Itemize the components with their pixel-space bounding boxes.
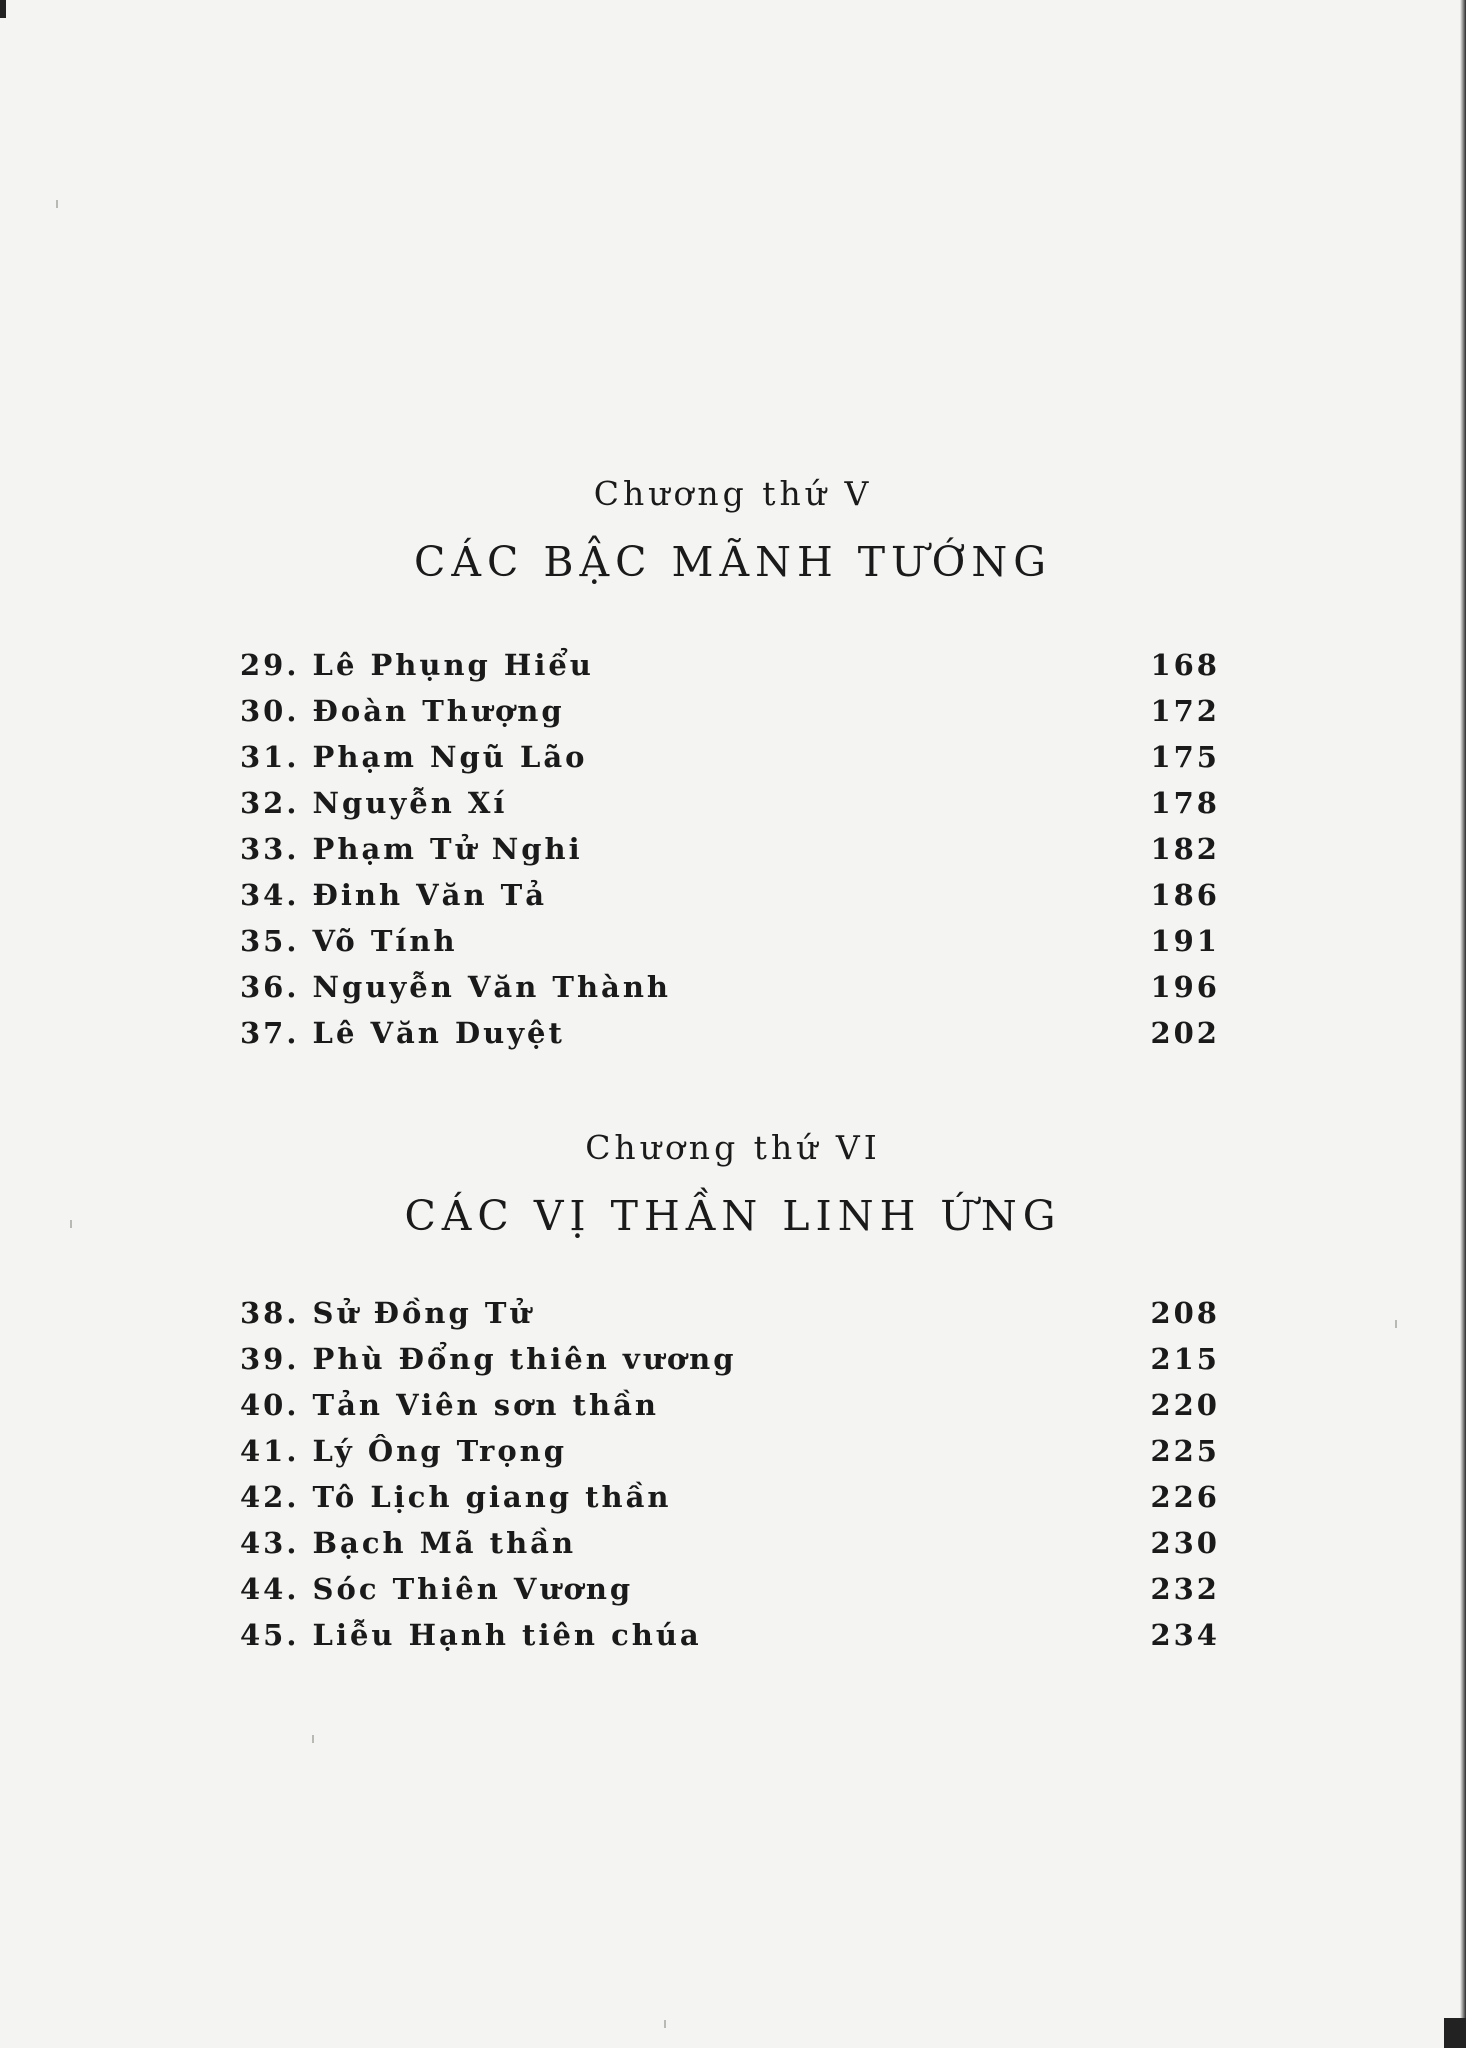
toc-entry[interactable] — [240, 1434, 1220, 1480]
toc-entry[interactable] — [240, 1480, 1220, 1526]
toc-entry[interactable] — [240, 1572, 1220, 1618]
toc-entry-title: 39. Phù Đổng thiên vương — [240, 1342, 737, 1376]
paper-speck — [56, 200, 58, 208]
toc-entry-page: 172 — [1150, 694, 1220, 728]
toc-entry[interactable] — [240, 694, 1220, 740]
toc-entry-page: 220 — [1150, 1388, 1220, 1422]
toc-entry[interactable] — [240, 1296, 1220, 1342]
toc-entry[interactable] — [240, 878, 1220, 924]
toc-entry-page: 225 — [1150, 1434, 1220, 1468]
toc-entry[interactable] — [240, 740, 1220, 786]
toc-entry[interactable] — [240, 648, 1220, 694]
toc-entry-page: 168 — [1150, 648, 1220, 682]
toc-entry-page: 215 — [1150, 1342, 1220, 1376]
toc-entry[interactable] — [240, 1618, 1220, 1664]
toc-entry[interactable] — [240, 832, 1220, 878]
paper-speck — [664, 2020, 666, 2028]
toc-entry-page: 232 — [1150, 1572, 1220, 1606]
toc-entry-title: 38. Sử Đồng Tử — [240, 1296, 534, 1330]
toc-entry-title: 34. Đinh Văn Tả — [240, 878, 548, 912]
toc-list — [240, 648, 1220, 1062]
paper-speck — [1395, 1320, 1397, 1328]
toc-entry-title: 40. Tản Viên sơn thần — [240, 1388, 659, 1422]
toc-entry-page: 175 — [1150, 740, 1220, 774]
scan-mark — [0, 0, 6, 18]
toc-entry-title: 45. Liễu Hạnh tiên chúa — [240, 1618, 702, 1652]
toc-entry-title: 37. Lê Văn Duyệt — [240, 1016, 565, 1050]
chapter-title: CÁC BẬC MÃNH TƯỚNG — [414, 538, 1052, 586]
toc-entry-page: 226 — [1150, 1480, 1220, 1514]
toc-entry-page: 196 — [1150, 970, 1220, 1004]
toc-entry-title: 35. Võ Tính — [240, 924, 458, 958]
toc-entry[interactable] — [240, 1388, 1220, 1434]
toc-entry-page: 182 — [1150, 832, 1220, 866]
toc-entry-page: 178 — [1150, 786, 1220, 820]
toc-entry-title: 43. Bạch Mã thần — [240, 1526, 577, 1560]
toc-entry-title: 30. Đoàn Thượng — [240, 694, 565, 728]
toc-entry[interactable] — [240, 786, 1220, 832]
toc-entry-page: 202 — [1150, 1016, 1220, 1050]
page-edge-shadow — [1460, 0, 1466, 2048]
toc-entry-page: 208 — [1150, 1296, 1220, 1330]
toc-entry[interactable] — [240, 970, 1220, 1016]
chapter-heading — [0, 1126, 1466, 1244]
toc-entry-title: 36. Nguyễn Văn Thành — [240, 970, 671, 1004]
toc-entry-title: 42. Tô Lịch giang thần — [240, 1480, 672, 1514]
toc-entry[interactable] — [240, 1526, 1220, 1572]
toc-entry-page: 191 — [1150, 924, 1220, 958]
toc-entry[interactable] — [240, 1016, 1220, 1062]
chapter-label: Chương thứ VI — [585, 1128, 881, 1167]
toc-entry-title: 29. Lê Phụng Hiểu — [240, 648, 594, 682]
toc-entry[interactable] — [240, 1342, 1220, 1388]
toc-entry-title: 32. Nguyễn Xí — [240, 786, 508, 820]
chapter-title: CÁC VỊ THẦN LINH ỨNG — [404, 1192, 1062, 1240]
toc-entry-title: 31. Phạm Ngũ Lão — [240, 740, 588, 774]
toc-entry-page: 234 — [1150, 1618, 1220, 1652]
paper-speck — [312, 1735, 314, 1743]
toc-entry-page: 230 — [1150, 1526, 1220, 1560]
toc-entry-title: 44. Sóc Thiên Vương — [240, 1572, 634, 1606]
toc-list — [240, 1296, 1220, 1664]
chapter-heading — [0, 472, 1466, 590]
toc-entry-title: 33. Phạm Tử Nghi — [240, 832, 583, 866]
toc-entry-page: 186 — [1150, 878, 1220, 912]
scan-mark — [1444, 2018, 1466, 2048]
chapter-label: Chương thứ V — [593, 474, 873, 513]
toc-entry[interactable] — [240, 924, 1220, 970]
toc-entry-title: 41. Lý Ông Trọng — [240, 1434, 568, 1468]
